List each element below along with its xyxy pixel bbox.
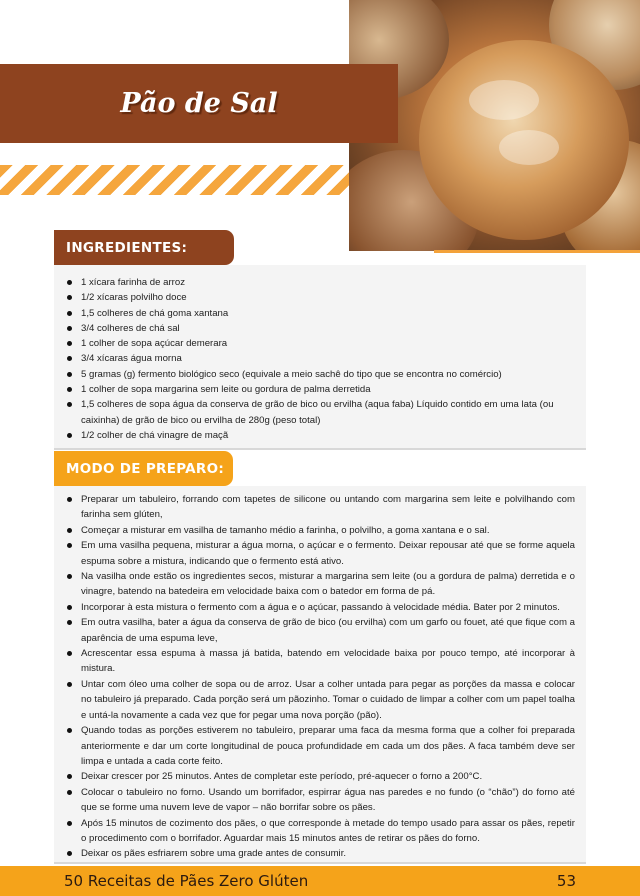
method-step: Acrescentar essa espuma à massa já batida, batendo em velocidade baixa por pouco tempo, até incorporar à mistura. (67, 646, 575, 677)
method-step: Na vasilha onde estão os ingredientes secos, misturar a margarina sem leite (ou a gordura de palma) derretida e o vinagre, batendo na batedeira em velocidade baixa com o batedor em forma de pá. (67, 569, 575, 600)
ingredients-heading: INGREDIENTES: (54, 230, 234, 265)
ingredient-item: 1/2 xícaras polvilho doce (67, 290, 567, 305)
ingredient-item: 1 colher de sopa margarina sem leite ou gordura de palma derretida (67, 382, 567, 397)
ingredient-item: 1/2 colher de chá vinagre de maçã (67, 428, 567, 443)
method-step: Colocar o tabuleiro no forno. Usando um borrifador, espirrar água nas paredes e no fundo (o “chão”) do forno até que se forme uma nuvem leve de vapor – não borrifar sobre os pães. (67, 785, 575, 816)
book-title: 50 Receitas de Pães Zero Glúten (64, 872, 309, 890)
method-step: Começar a misturar em vasilha de tamanho médio a farinha, o polvilho, a goma xantana e o sal. (67, 523, 575, 538)
ingredient-item: 1,5 colheres de chá goma xantana (67, 306, 567, 321)
ingredient-item: 1,5 colheres de sopa água da conserva de grão de bico ou ervilha (aqua faba) Líquido contido em uma lata (ou caixinha) de grão de bico ou ervilha de 280g (peso total) (67, 397, 567, 428)
flour-dusting (469, 80, 539, 120)
method-step: Deixar crescer por 25 minutos. Antes de completar este período, pré-aquecer o forno a 200°C. (67, 769, 575, 784)
decorative-stripes (0, 165, 349, 195)
method-step: Deixar os pães esfriarem sobre uma grade antes de consumir. (67, 846, 575, 861)
method-step: Incorporar à esta mistura o fermento com a água e o açúcar, passando à velocidade média. Bater por 2 minutos. (67, 600, 575, 615)
method-step: Quando todas as porções estiverem no tabuleiro, preparar uma faca da mesma forma que a colher foi preparada anteriormente e dar um corte longitudinal de pouca profundidade em cada um dos pães. A faca também deve ser limpa e untada a cada corte feito. (67, 723, 575, 769)
method-step: Após 15 minutos de cozimento dos pães, o que corresponde à metade do tempo usado para assar os pães, repetir o procedimento com o borrifador. Aguardar mais 15 minutos antes de retirar os pães do forno. (67, 816, 575, 847)
photo-accent-line (434, 250, 640, 253)
ingredient-item: 1 colher de sopa açúcar demerara (67, 336, 567, 351)
ingredient-item: 3/4 colheres de chá sal (67, 321, 567, 336)
ingredient-item: 5 gramas (g) fermento biológico seco (equivale a meio sachê do tipo que se encontra no comércio) (67, 367, 567, 382)
method-step: Untar com óleo uma colher de sopa ou de arroz. Usar a colher untada para pegar as porções da massa e colocar no tabuleiro já preparado. Cada porção será um pãozinho. Tomar o cuidado de limpar a colher com um papel toalha e untá-la novamente a cada vez que for pegar uma nova porção (pão). (67, 677, 575, 723)
ingredient-item: 1 xícara farinha de arroz (67, 275, 567, 290)
method-heading: MODO DE PREPARO: (54, 451, 233, 486)
ingredients-list (67, 275, 567, 443)
method-step: Em uma vasilha pequena, misturar a água morna, o açúcar e o fermento. Deixar repousar até que se forme aquela espuma sobre a mistura, indicando que o fermento está ativo. (67, 538, 575, 569)
flour-dusting (499, 130, 559, 165)
page-number: 53 (556, 872, 576, 890)
method-steps-list (67, 492, 575, 862)
recipe-title: Pão de Sal (120, 88, 278, 119)
method-step: Preparar um tabuleiro, forrando com tapetes de silicone ou untando com margarina sem leite e polvilhando com farinha sem glúten, (67, 492, 575, 523)
ingredient-item: 3/4 xícaras água morna (67, 351, 567, 366)
method-step: Em outra vasilha, bater a água da conserva de grão de bico (ou ervilha) com um garfo ou fouet, até que fique com a aparência de uma espuma leve, (67, 615, 575, 646)
